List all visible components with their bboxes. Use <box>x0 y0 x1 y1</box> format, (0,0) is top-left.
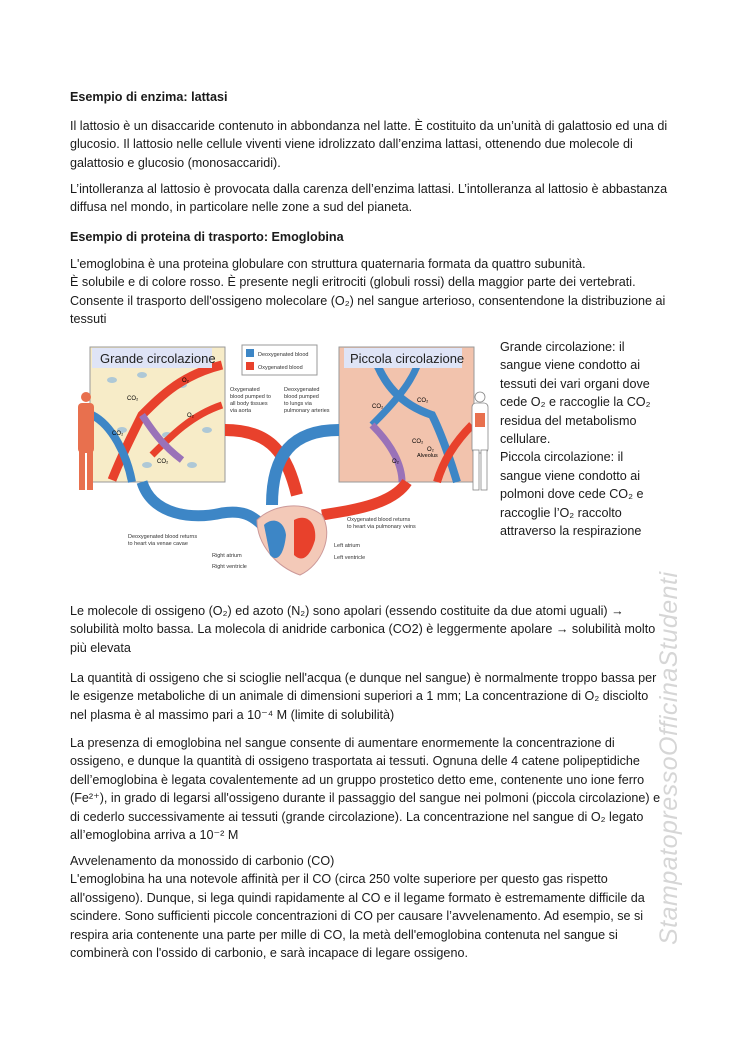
right-atrium-label: Right atrium <box>212 553 242 559</box>
o2-label: O₂ <box>182 378 189 384</box>
emoglobina-line-2: È solubile e di colore rosso. È presente negli eritrociti (globuli rossi) della maggior parte dei vertebrati. <box>70 275 636 290</box>
co2-label: CO₂ <box>412 439 424 445</box>
circulation-diagram <box>72 335 492 577</box>
emoglobina-line-3: Consente il trasporto dell'ossigeno molecolare (O₂) nel sangue arterioso, consentendone la distribuzione ai tessuti <box>70 293 666 327</box>
venae-cavae-label: Deoxygenated blood returns <box>128 534 198 540</box>
aorta-label: Oxygenated <box>230 387 260 393</box>
co-title: Avvelenamento da monossido di carbonio (CO) <box>70 854 335 868</box>
human-figure-left-icon <box>78 392 94 490</box>
pulmonary-arteries-label: pulmonary arteries <box>284 408 330 414</box>
co2-label: CO₂ <box>127 396 139 402</box>
o2-label: O₂ <box>427 447 434 453</box>
vena-cava <box>142 482 262 525</box>
co2-label: CO₂ <box>112 431 124 437</box>
paragraph-emoglobina <box>70 255 668 329</box>
pulmonary-veins-label: Oxygenated blood returns <box>347 517 411 523</box>
title-piccola-circolazione: Piccola circolazione <box>350 351 465 366</box>
pulmonary-arteries-label: Deoxygenated <box>284 387 320 393</box>
legend-swatch-deoxygenated <box>246 349 254 357</box>
legend-swatch-oxygenated <box>246 362 254 370</box>
co-text: L'emoglobina ha una notevole affinità per il CO (circa 250 volte superiore per questo gas rispetto all'ossigeno). Dunque, si lega quindi rapidamente al CO e il legame formato è estremamente difficile da scindere. Sono sufficienti piccole concentrazioni di CO per causare l’avvelenamento. Ad esempio, se si respira aria contenente una parte per mille di CO, la metà dell'emoglobina contenuta nel sangue si combinerà con l'ossido di carbonio, e sarà incapace di legare ossigeno. <box>70 872 645 961</box>
caption-grande-circolazione: Grande circolazione: il sangue viene condotto ai tessuti dei vari organi dove cede O₂ e raccoglie la CO₂ residua del metabolismo cellulare. <box>500 340 651 447</box>
co2-label: CO₂ <box>372 404 384 410</box>
pulmonary-arteries-label: to lungs via <box>284 401 312 407</box>
aorta-label: all body tissues <box>230 401 268 407</box>
emoglobina-line-1: L'emoglobina è una proteina globulare con struttura quaternaria formata da quattro subunità. <box>70 257 586 271</box>
paragraph-ossigeno-plasma: La quantità di ossigeno che si scioglie nell'acqua (e dunque nel sangue) è normalmente troppo bassa per le esigenze metaboliche di un animale di dimensioni superiori a 1 mm; La concentrazione di O₂ disciolto nel plasma è al massimo pari a 10⁻⁴ M (limite di solubilità) <box>70 671 657 722</box>
watermark: StampatopressoOfficinaStudenti <box>655 571 683 945</box>
left-atrium-label: Left atrium <box>334 543 360 549</box>
aorta-label: via aorta <box>230 408 252 414</box>
legend-oxygenated: Oxygenated blood <box>258 365 303 371</box>
paragraph-intolleranza: L’intolleranza al lattosio è provocata dalla carenza dell’enzima lattasi. L’intolleranza al lattosio è abbastanza diffusa nel mondo, in particolare nelle zone a sud del pianeta. <box>70 182 668 215</box>
caption-piccola-circolazione: Piccola circolazione: il sangue viene condotto ai polmoni dove cede CO₂ e raccoglie l’O₂ raccolto attraverso la respirazione <box>500 450 644 539</box>
paragraph-lattosio: Il lattosio è un disaccaride contenuto in abbondanza nel latte. È costituito da un’unità di galattosio ed una di glucosio. Il lattosio nelle cellule viventi viene idrolizzato dall’enzima lattasi, ottenendo due molecole di galattosio e glucosio (monosaccaridi). <box>70 119 668 170</box>
left-ventricle-label: Left ventricle <box>334 555 366 561</box>
human-figure-right-icon <box>472 392 488 490</box>
paragraph-solubilita: Le molecole di ossigeno (O₂) ed azoto (N₂) sono apolari (essendo costituite da due atomi uguali) → solubilità molto bassa. La molecola di anidride carbonica (CO2) è leggermente apolare → solubilità molto più elevata <box>70 604 656 655</box>
co2-label: CO₂ <box>417 398 429 404</box>
pulmonary-artery <box>272 430 339 505</box>
legend-deoxygenated: Deoxygenated blood <box>258 352 309 358</box>
co2-label: CO₂ <box>157 459 169 465</box>
paragraph-emoglobina-trasporto: La presenza di emoglobina nel sangue consente di aumentare enormemente la concentrazione di ossigeno, e dunque la quantità di ossigeno trasportata ai tessuti. Ognuna delle 4 catene polipeptidiche dell’emoglobina è legata covalentemente ad un gruppo prostetico detto eme, contenente uno ione ferro (Fe²⁺), in grado di legarsi all'ossigeno durante il passaggio del sangue nei polmoni (piccola circolazione) e di cederlo successivamente ai tessuti (grande circolazione). La concentrazione nel sangue di O₂ legato all’emoglobina arriva a 10⁻² M <box>70 736 661 843</box>
figure-caption <box>500 338 660 540</box>
heading-emoglobina: Esempio di proteina di trasporto: Emoglobina <box>70 230 344 244</box>
o2-label: O₂ <box>187 413 194 419</box>
pulmonary-vein <box>322 482 407 515</box>
pulmonary-arteries-label: blood pumped <box>284 394 319 400</box>
pulmonary-veins-label: to heart via pulmonary veins <box>347 524 416 530</box>
section-avvelenamento-co <box>70 852 668 962</box>
alveolus-label: Alveolus <box>417 453 438 459</box>
aorta-label: blood pumped to <box>230 394 271 400</box>
o2-label: O₂ <box>392 459 399 465</box>
venae-cavae-label: to heart via venae cavae <box>128 541 188 547</box>
title-grande-circolazione: Grande circolazione <box>100 351 216 366</box>
heading-lattasi: Esempio di enzima: lattasi <box>70 90 228 104</box>
aorta <box>225 430 297 495</box>
right-ventricle-label: Right ventricle <box>212 564 247 570</box>
